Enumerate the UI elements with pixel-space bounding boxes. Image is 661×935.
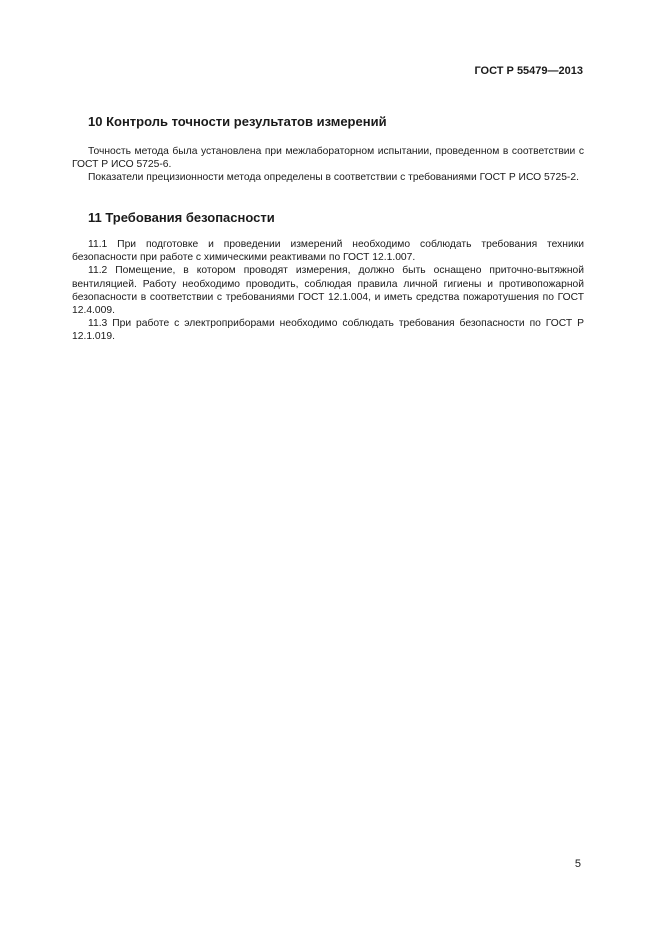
section-11-title: 11 Требования безопасности xyxy=(88,210,275,225)
page-number: 5 xyxy=(574,858,581,870)
standard-code: ГОСТ Р 55479—2013 xyxy=(474,65,583,77)
section-10-paragraph-1: Точность метода была установлена при межлабораторном испытании, проведенном в соответствии с ГОСТ Р ИСО 5725-6. xyxy=(72,146,584,171)
section-11-paragraph-3: 11.3 При работе с электроприборами необходимо соблюдать требования безопасности по ГОСТ Р 12.1.019. xyxy=(72,318,584,343)
section-11-paragraph-2: 11.2 Помещение, в котором проводят измерения, должно быть оснащено приточно-вытяжной вентиляцией. Работу необходимо проводить, соблюдая правила личной гигиены и противопожарной безопасности в соответствии с требованиями ГОСТ 12.1.004, и иметь средства пожаротушения по ГОСТ 12.4.009. xyxy=(72,265,584,317)
section-10-title: 10 Контроль точности результатов измерений xyxy=(88,114,387,129)
section-11 xyxy=(72,210,584,344)
section-10 xyxy=(72,114,584,185)
section-10-paragraph-2: Показатели прецизионности метода определены в соответствии с требованиями ГОСТ Р ИСО 5725-2. xyxy=(88,172,579,184)
section-11-paragraph-1: 11.1 При подготовке и проведении измерений необходимо соблюдать требования техники безопасности при работе с химическими реактивами по ГОСТ 12.1.007. xyxy=(72,239,584,264)
